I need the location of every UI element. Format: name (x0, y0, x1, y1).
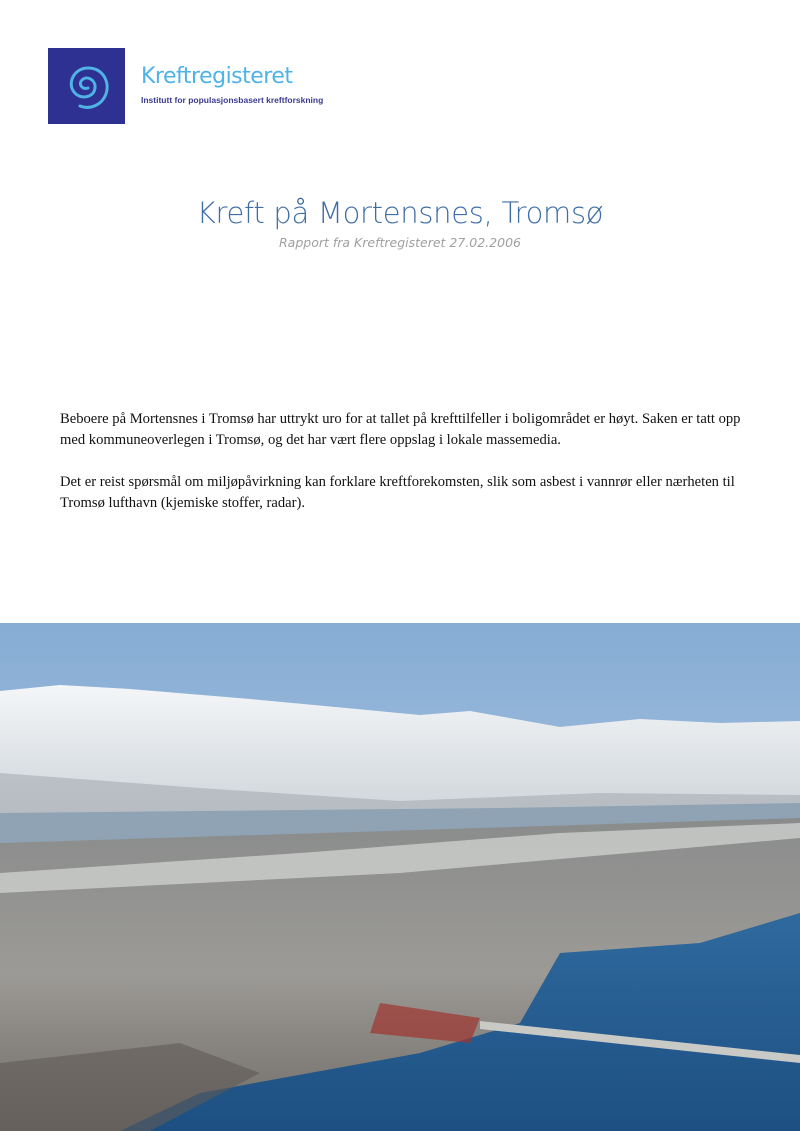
paragraph: Det er reist spørsmål om miljøpåvirkning kan forklare kreftforekomsten, slik som asbest i vannrør eller nærheten til Tromsø lufthavn (kjemiske stoffer, radar). (60, 474, 735, 511)
spiral-icon (48, 48, 125, 124)
tromso-aerial-photo (0, 623, 800, 1131)
logo-subtitle: Institutt for populasjonsbasert kreftforskning (141, 95, 324, 105)
intro-text (60, 409, 760, 535)
paragraph: Beboere på Mortensnes i Tromsø har uttrykt uro for at tallet på krefttilfeller i boligområdet er høyt. Saken er tatt opp med kommuneoverlegen i Tromsø, og det har vært flere oppslag i lokale massemedia. (60, 411, 741, 448)
logo-mark (48, 48, 125, 124)
logo-name: Kreftregisteret (141, 64, 293, 89)
page-title: Kreft på Mortensnes, Tromsø (196, 196, 604, 230)
page-subtitle: Rapport fra Kreftregisteret 27.02.2006 (279, 235, 521, 250)
